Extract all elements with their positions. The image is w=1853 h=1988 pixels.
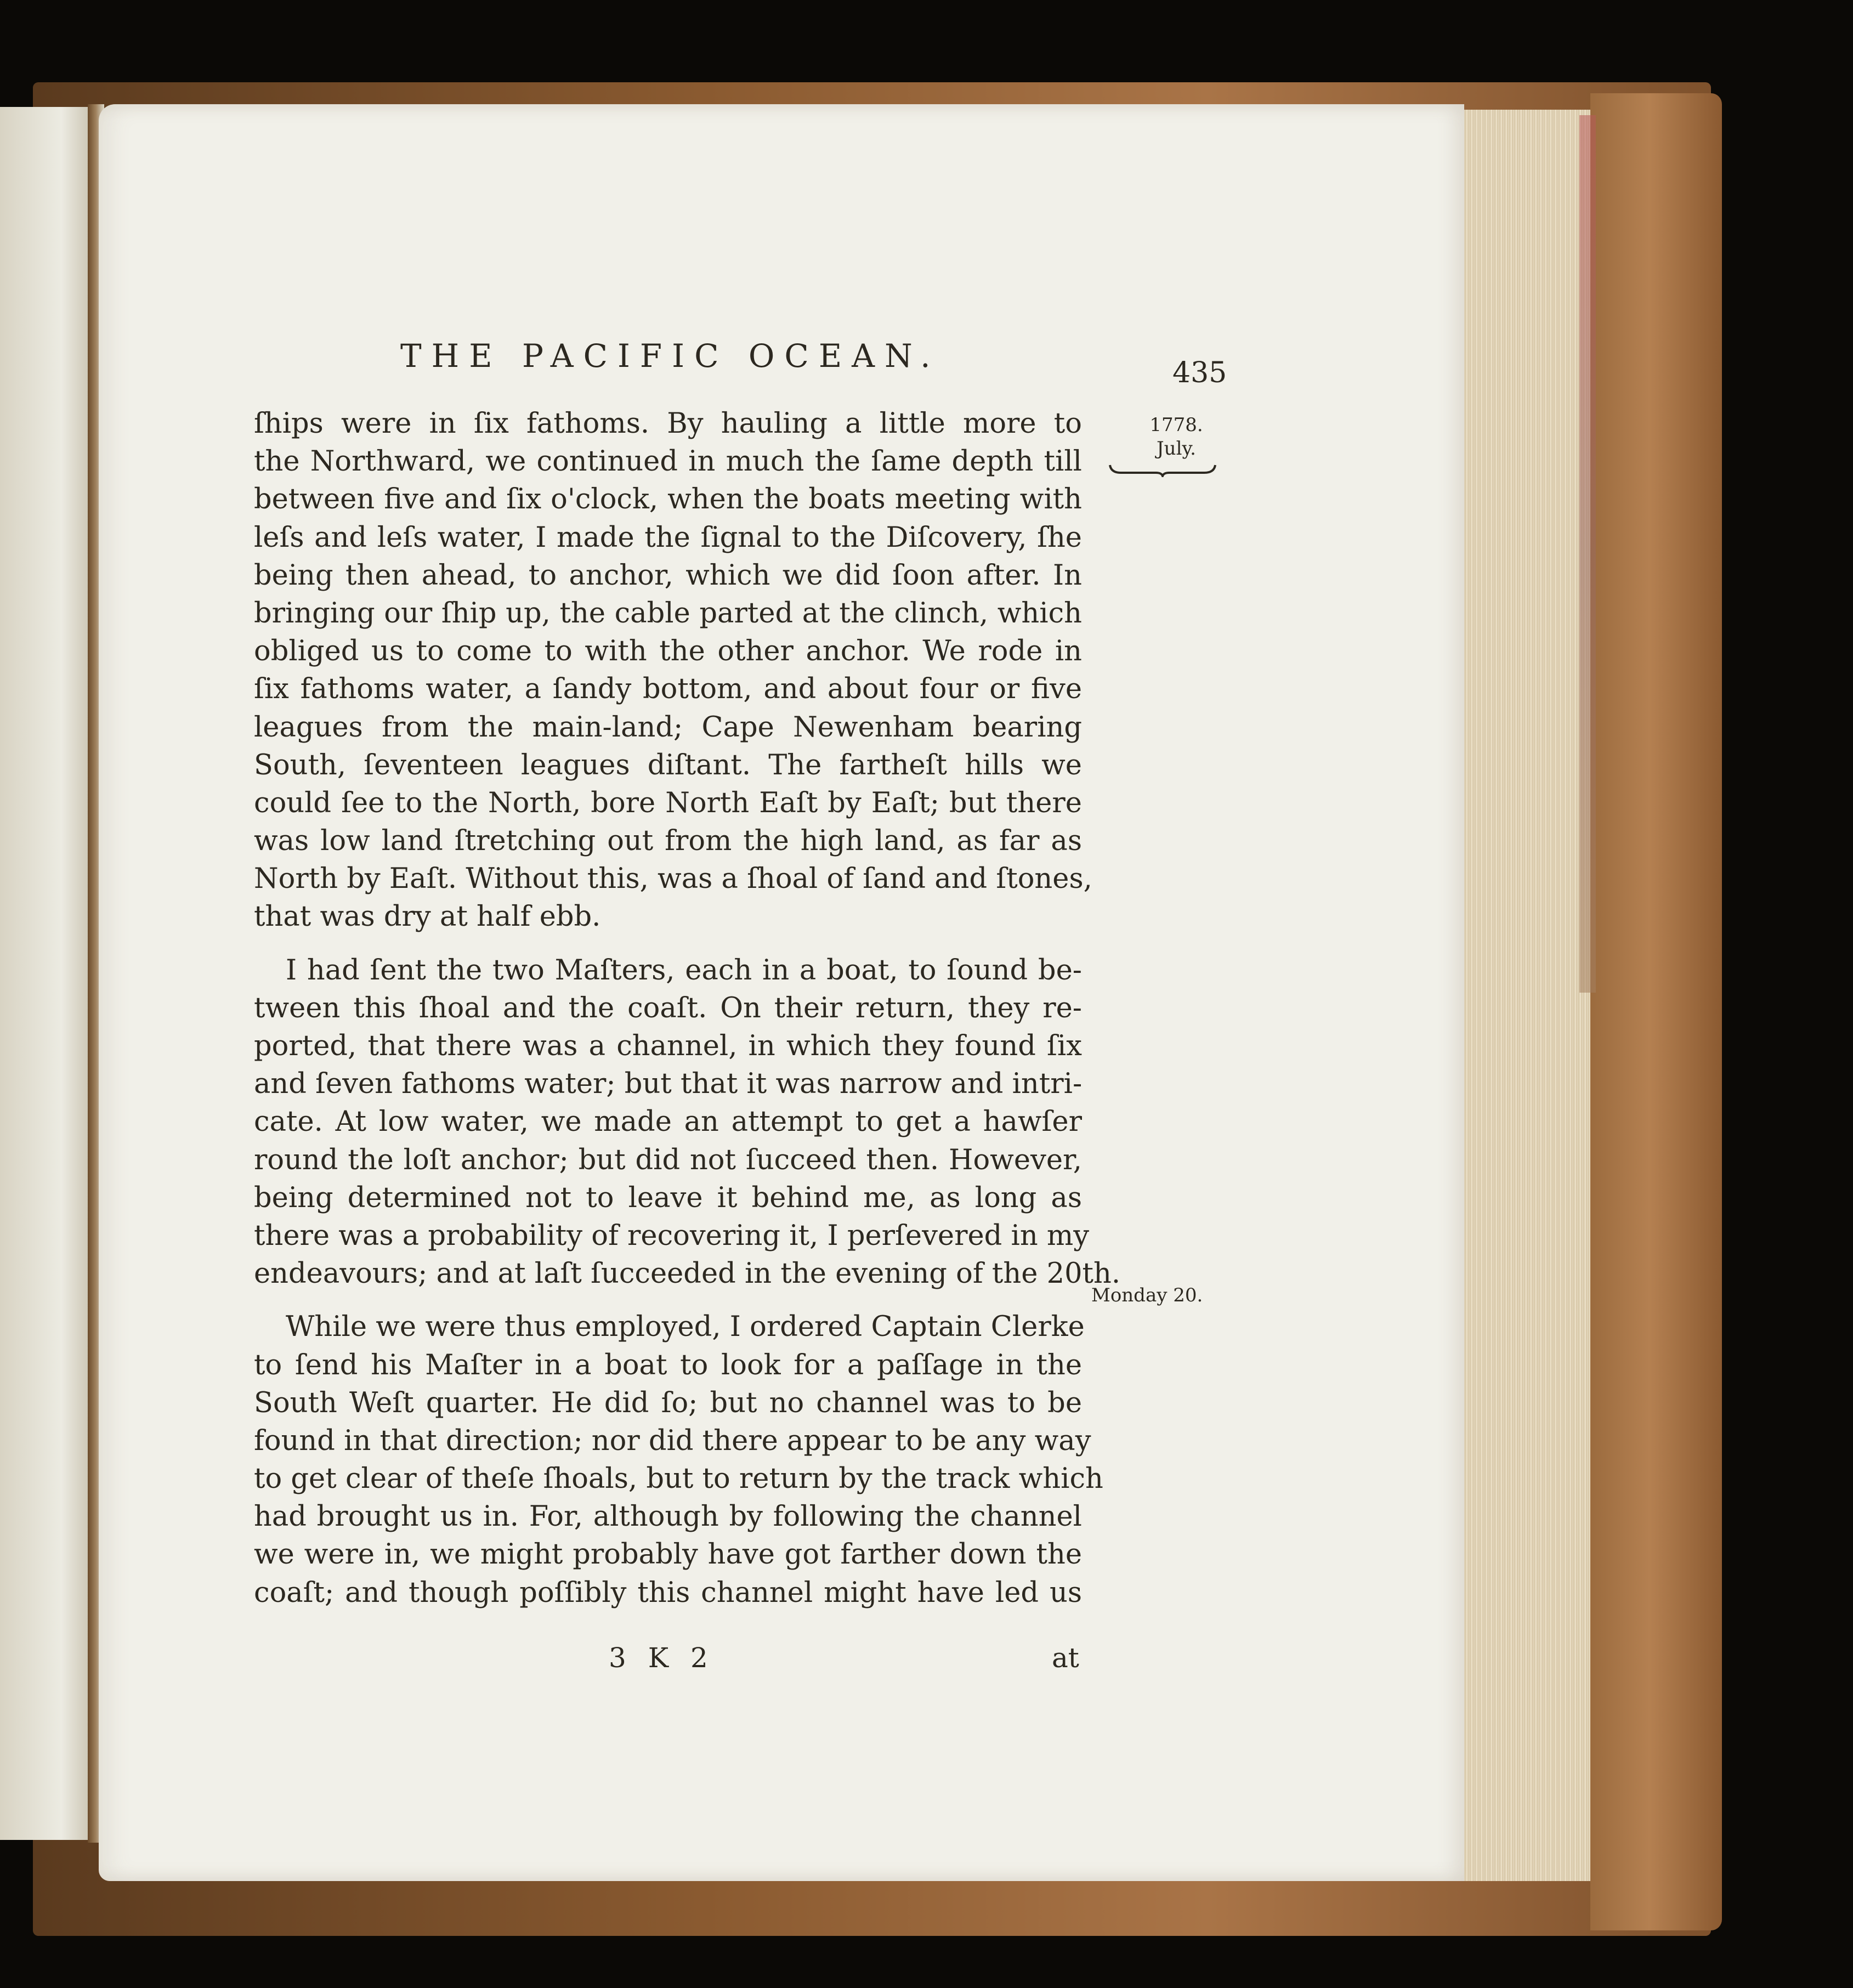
text-line: could ſee to the North, bore North Eaſt by Eaſt; but there (254, 786, 1082, 819)
text-line: round the loſt anchor; but did not ſucceed then. However, (254, 1143, 1082, 1176)
text-line: coaſt; and though poſſibly this channel might have led us (254, 1576, 1082, 1609)
text-line: North by Eaſt. Without this, was a ſhoal of ſand and ſtones, (254, 863, 1092, 896)
text-line: was low land ſtretching out from the high land, as far as (254, 825, 1082, 858)
page-block-edges (1459, 110, 1590, 1881)
text-line: While we were thus employed, I ordered Captain Clerke (286, 1311, 1085, 1344)
paragraph-gap (254, 1293, 1082, 1308)
margin-note-month: July. (1157, 438, 1196, 460)
text-line: ſix fathoms water, a ſandy bottom, and about four or five (254, 673, 1082, 706)
text-line: ported, that there was a channel, in which they found ſix (254, 1030, 1082, 1062)
text-line: South Weſt quarter. He did ſo; but no channel was to be (254, 1386, 1082, 1419)
text-line: ſhips were in ſix fathoms. By hauling a little more to (254, 407, 1082, 440)
text-line: had brought us in. For, although by following the channel (254, 1500, 1082, 1533)
text-line: I had ſent the two Maſters, each in a boat, to ſound be- (286, 954, 1082, 987)
text-line: being then ahead, to anchor, which we did ſoon after. In (254, 559, 1082, 592)
text-line: bringing our ſhip up, the cable parted at the clinch, which (254, 597, 1082, 630)
cover-edge (1590, 93, 1722, 1930)
text-line: that was dry at half ebb. (254, 900, 601, 933)
text-line: to get clear of theſe ſhoals, but to return by the track which (254, 1463, 1103, 1496)
text-line: between five and ſix o'clock, when the boats meeting with (254, 483, 1082, 516)
text-line: leagues from the main-land; Cape Newenham bearing (254, 711, 1082, 744)
text-line: we were in, we might probably have got farther down the (254, 1538, 1082, 1571)
body-text (254, 405, 1121, 1612)
paragraph (254, 1308, 1103, 1612)
paragraph (254, 951, 1121, 1293)
text-line: found in that direction; nor did there appear to be any way (254, 1424, 1091, 1457)
signature-mark: 3 K 2 (609, 1642, 715, 1674)
text-line: tween this ſhoal and the coaſt. On their return, they re- (254, 992, 1082, 1024)
text-line: leſs and leſs water, I made the ſignal to the Diſcovery, ſhe (254, 521, 1082, 554)
text-line: being determined not to leave it behind me, as long as (254, 1181, 1082, 1214)
text-line: endeavours; and at laſt ſucceeded in the evening of the 20th. (254, 1258, 1121, 1290)
page-number: 435 (1172, 356, 1227, 389)
text-line: obliged us to come to with the other anchor. We rode in (254, 635, 1082, 668)
running-head: THE PACIFIC OCEAN. (400, 337, 940, 375)
text-line: there was a probability of recovering it, I perſevered in my (254, 1219, 1090, 1252)
paragraph (254, 405, 1092, 936)
text-line: to ſend his Maſter in a boat to look for a paſſage in the (254, 1349, 1082, 1381)
text-line: cate. At low water, we made an attempt to get a hawſer (254, 1106, 1082, 1139)
margin-note-year: 1778. (1149, 414, 1203, 436)
previous-page-edge (0, 107, 88, 1840)
text-line: the Northward, we continued in much the ſame depth till (254, 445, 1082, 478)
margin-brace-icon (1108, 461, 1217, 477)
text-line: South, ſeventeen leagues diſtant. The fartheſt hills we (254, 749, 1082, 781)
catchword: at (1052, 1642, 1079, 1674)
edge-stain (1579, 115, 1596, 993)
paragraph-gap (254, 936, 1082, 951)
text-line: and ſeven fathoms water; but that it was narrow and intri- (254, 1068, 1083, 1101)
margin-note-day: Monday 20. (1091, 1284, 1203, 1306)
